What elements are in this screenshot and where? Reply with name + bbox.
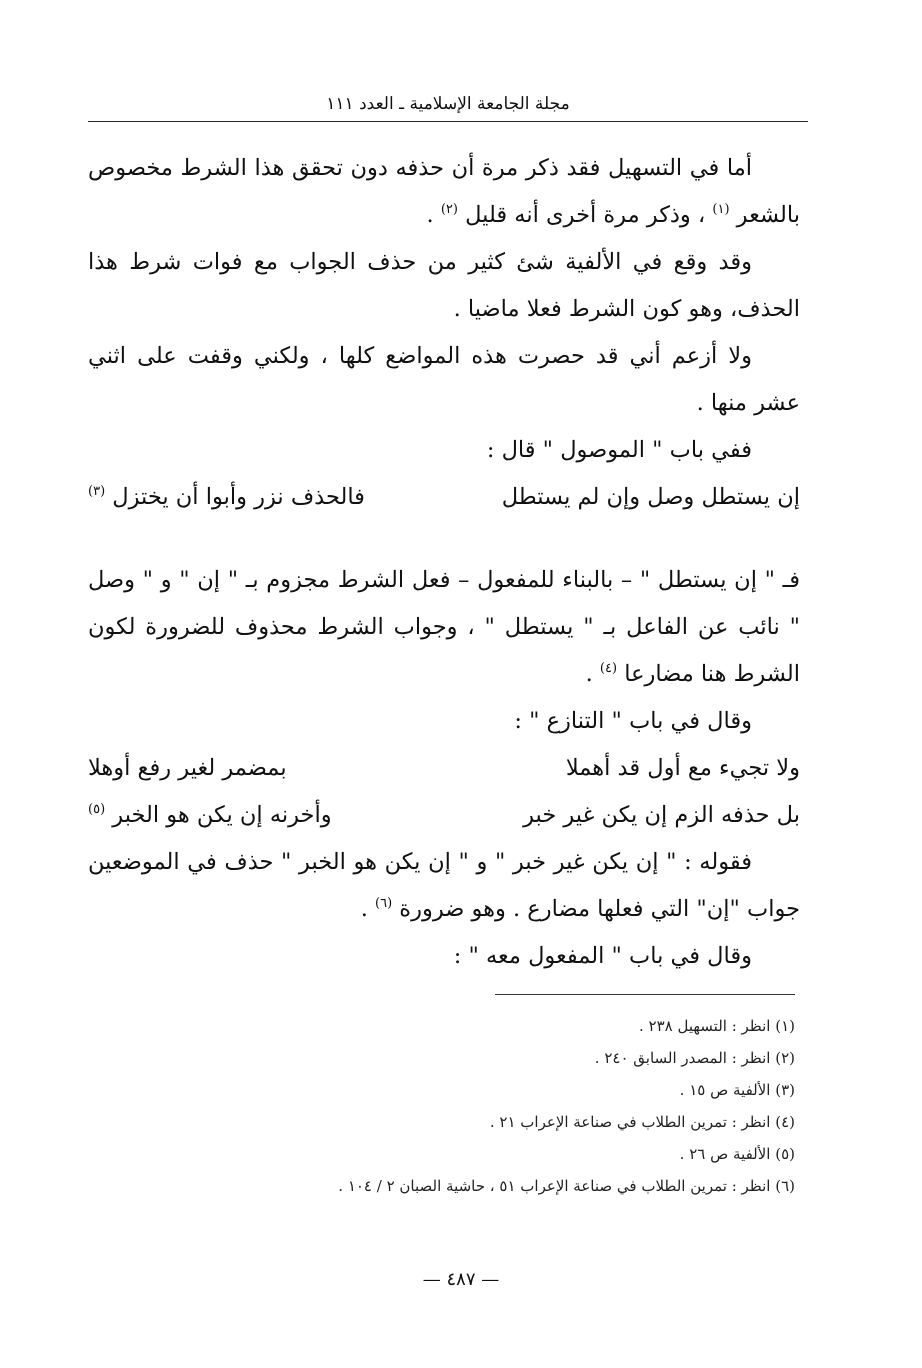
verse-1 <box>88 474 800 521</box>
paragraph-1 <box>88 145 800 239</box>
footnote-mark-4: (٤) <box>599 661 618 676</box>
paragraph-4-text: فـ " إن يستطل " – بالبناء للمفعول – فعل الشرط مجزوم بـ " إن " و " وصل " نائب عن الفاعل بـ " يستطل " ، وجواب الشرط محذوف للضرورة لكون الشرط هنا مضارعا <box>88 567 800 687</box>
paragraph-4-end: . <box>585 661 593 687</box>
paragraph-3: ولا أزعم أني قد حصرت هذه المواضع كلها ، ولكني وقفت على اثني عشر منها . <box>88 343 800 416</box>
footnote-mark-1: (١) <box>712 202 730 217</box>
paragraph-1-word: بالشعر <box>736 202 800 228</box>
verse-intro-3: وقال في باب " المفعول معه " : <box>453 943 752 969</box>
verse-3-first-hemistich: بل حذفه الزم إن يكن غير خبر <box>523 802 800 828</box>
verse-3 <box>88 792 800 839</box>
verse-3-second-text: وأخرنه إن يكن هو الخبر <box>112 802 332 828</box>
footnote-mark-6: (٦) <box>375 896 393 911</box>
paragraph-1-continuation: ، وذكر مرة أخرى أنه قليل <box>465 202 706 228</box>
footnote-mark-3: (٣) <box>88 484 106 499</box>
verse-2 <box>88 745 800 792</box>
paragraph-5 <box>88 839 800 933</box>
paragraph-4 <box>88 557 800 698</box>
paragraph-2: وقد وقع في الألفية شئ كثير من حذف الجواب مع فوات شرط هذا الحذف، وهو كون الشرط فعلا ماضيا . <box>88 249 800 322</box>
verse-1-second-hemistich <box>88 474 365 521</box>
paragraph-5-text: فقوله : " إن يكن غير خبر " و " إن يكن هو الخبر " حذف في الموضعين جواب "إن" التي فعلها مضارع . وهو ضرورة <box>88 849 800 922</box>
running-header: مجلة الجامعة الإسلامية ـ العدد ١١١ <box>326 94 570 114</box>
verse-2-first-hemistich: ولا تجيء مع أول قد أهملا <box>565 755 800 781</box>
verse-2-second-hemistich: بمضمر لغير رفع أوهلا <box>88 755 287 781</box>
footnotes <box>150 1010 795 1202</box>
footnote-3: (٣) الألفية ص ١٥ . <box>679 1081 795 1099</box>
footnote-4: (٤) انظر : تمرين الطلاب في صناعة الإعراب ٢١ . <box>489 1113 795 1131</box>
footnote-2: (٢) انظر : المصدر السابق ٢٤٠ . <box>594 1049 795 1067</box>
verse-intro-1: ففي باب " الموصول " قال : <box>486 437 752 463</box>
header-rule <box>88 121 808 122</box>
verse-1-second-text: فالحذف نزر وأبوا أن يختزل <box>112 484 365 510</box>
verse-intro-2: وقال في باب " التنازع " : <box>514 708 752 734</box>
paragraph-5-end: . <box>360 896 368 922</box>
footnote-mark-2: (٢) <box>440 202 458 217</box>
footnote-6: (٦) انظر : تمرين الطلاب في صناعة الإعراب ٥١ ، حاشية الصبان ٢ / ١٠٤ . <box>338 1177 795 1195</box>
main-text <box>88 145 800 980</box>
paragraph-1-line-1: أما في التسهيل فقد ذكر مرة أن حذفه دون تحقق هذا الشرط مخصوص <box>88 155 752 181</box>
footnote-5: (٥) الألفية ص ٢٦ . <box>679 1145 795 1163</box>
verse-3-second-hemistich <box>88 792 332 839</box>
verse-1-first-hemistich: إن يستطل وصل وإن لم يستطل <box>501 484 800 510</box>
footnote-mark-5: (٥) <box>88 802 106 817</box>
page-number: — ٤٨٧ — <box>422 1269 500 1290</box>
verse-gap <box>88 521 800 557</box>
paragraph-1-end: . <box>426 202 434 228</box>
footnote-1: (١) انظر : التسهيل ٢٣٨ . <box>639 1017 795 1035</box>
footnote-separator <box>495 994 795 995</box>
